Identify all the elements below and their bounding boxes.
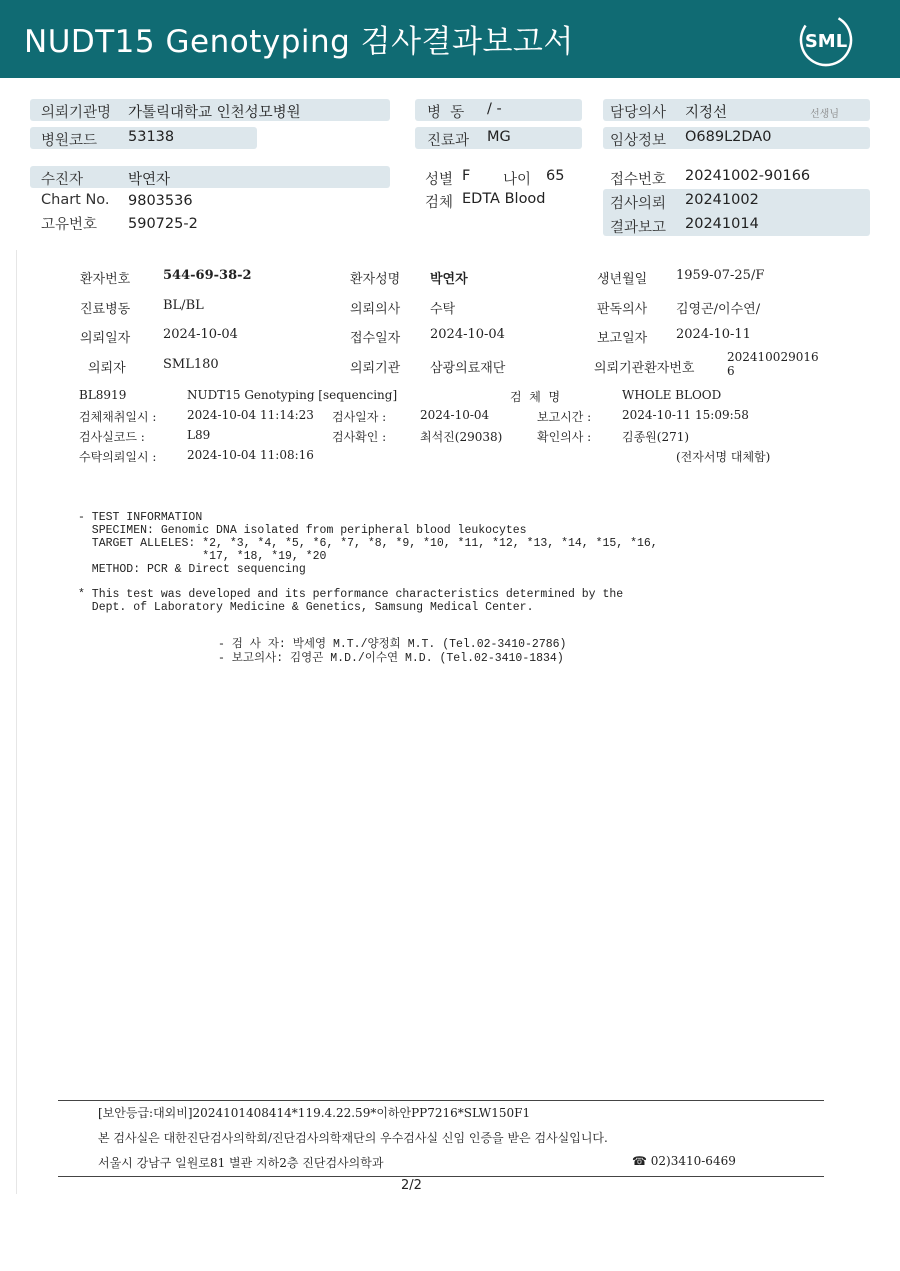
staff-line: - 보고의사: 김영곤 M.D./이수연 M.D. (Tel.02-3410-1834)	[218, 652, 564, 665]
esign-note: (전자서명 대체함)	[676, 450, 771, 464]
clinical-label: 임상정보	[610, 133, 667, 149]
sml-logo-icon	[798, 12, 854, 68]
lab-code-value: L89	[187, 428, 211, 442]
inst-patient-no-label: 의뢰기관환자번호	[594, 361, 695, 376]
note-line: * This test was developed and its performance characteristics determined by the	[78, 588, 624, 601]
doctor-value: 지정선	[685, 105, 728, 121]
test-info-line: - TEST INFORMATION	[78, 511, 203, 524]
req-inst-value: 삼광의료재단	[430, 361, 506, 376]
hospital-code-label: 병원코드	[41, 133, 98, 149]
chart-label: Chart No.	[41, 192, 110, 208]
confirm-doctor-label: 확인의사 :	[537, 430, 592, 444]
test-date-label: 검사일자 :	[332, 410, 387, 424]
consign-label: 수탁의뢰일시 :	[79, 450, 157, 464]
dept-label: 진료과	[427, 133, 470, 149]
sex-value: F	[462, 168, 471, 184]
patient-label: 수진자	[41, 172, 84, 188]
test-info-line: METHOD: PCR & Direct sequencing	[78, 563, 306, 576]
ward-value-2: BL/BL	[163, 298, 204, 313]
report-time-label: 보고시간 :	[537, 410, 592, 424]
patient-name-value: 박연자	[430, 272, 468, 287]
request-label: 검사의뢰	[610, 196, 667, 212]
sex-label: 성별	[425, 172, 454, 188]
dob-label: 생년월일	[597, 272, 648, 287]
receipt-label: 접수번호	[610, 172, 667, 188]
req-doctor-value: 수탁	[430, 302, 456, 317]
hospital-code-value: 53138	[128, 129, 175, 145]
req-date-value: 2024-10-04	[163, 327, 238, 342]
specimen-name-value: WHOLE BLOOD	[622, 388, 722, 402]
clinical-value: O689L2DA0	[685, 129, 772, 145]
patient-no-value: 544-69-38-2	[163, 268, 252, 283]
note-line: Dept. of Laboratory Medicine & Genetics, Samsung Medical Center.	[78, 601, 534, 614]
report-date-label: 보고일자	[597, 331, 648, 346]
lab-code-label: 검사실코드 :	[79, 430, 145, 444]
req-date-label: 의뢰일자	[80, 331, 131, 346]
specimen-label: 검체	[425, 195, 454, 211]
ward-label: 병 동	[427, 105, 465, 121]
report-label: 결과보고	[610, 220, 667, 236]
dept-value: MG	[487, 129, 511, 145]
age-value: 65	[546, 168, 565, 184]
collect-value: 2024-10-04 11:14:23	[187, 408, 314, 422]
confirm-doctor-value: 김종원(271)	[622, 430, 690, 444]
test-info-line: SPECIMEN: Genomic DNA isolated from peripheral blood leukocytes	[78, 524, 527, 537]
phone-line: ☎ 02)3410-6469	[632, 1154, 736, 1168]
report-header	[0, 0, 900, 78]
test-info-line: TARGET ALLELES: *2, *3, *4, *5, *6, *7, *8, *9, *10, *11, *12, *13, *14, *15, *16,	[78, 537, 658, 550]
report-title: NUDT15 Genotyping 검사결과보고서	[24, 24, 574, 60]
report-value: 20241014	[685, 216, 759, 232]
reader-value: 김영곤/이수연/	[676, 302, 761, 317]
page-number: 2/2	[401, 1178, 422, 1193]
address-line: 서울시 강남구 일원로81 별관 지하2층 진단검사의학과	[98, 1156, 384, 1170]
recv-date-label: 접수일자	[350, 331, 401, 346]
report-time-value: 2024-10-11 15:09:58	[622, 408, 749, 422]
footer-top-rule	[58, 1100, 824, 1101]
institution-value: 가톨릭대학교 인천성모병원	[128, 105, 301, 121]
patient-pill	[30, 166, 390, 188]
id-value: 590725-2	[128, 216, 198, 232]
test-confirm-value: 최석진(29038)	[420, 430, 503, 444]
dob-value: 1959-07-25/F	[676, 268, 765, 283]
age-label: 나이	[503, 172, 532, 188]
test-info-line: *17, *18, *19, *20	[78, 550, 327, 563]
doctor-label: 담당의사	[610, 105, 667, 121]
patient-no-label: 환자번호	[80, 272, 131, 287]
request-value: 20241002	[685, 192, 759, 208]
test-date-value: 2024-10-04	[420, 408, 490, 422]
doctor-suffix: 선생님	[810, 109, 839, 120]
chart-value: 9803536	[128, 193, 193, 209]
requester-value: SML180	[163, 357, 219, 372]
logo-text: SML	[804, 31, 848, 52]
report-date-value: 2024-10-11	[676, 327, 751, 342]
patient-value: 박연자	[128, 172, 171, 188]
receipt-value: 20241002-90166	[685, 168, 811, 184]
ward-label-2: 진료병동	[80, 302, 131, 317]
req-inst-label: 의뢰기관	[350, 361, 401, 376]
patient-name-label: 환자성명	[350, 272, 401, 287]
specimen-name-label: 검 체 명	[510, 390, 561, 404]
consign-value: 2024-10-04 11:08:16	[187, 448, 314, 462]
requester-label: 의뢰자	[88, 361, 126, 376]
institution-label: 의뢰기관명	[41, 105, 112, 121]
collect-label: 검체채취일시 :	[79, 410, 157, 424]
test-name: NUDT15 Genotyping [sequencing]	[187, 388, 398, 402]
footer-bottom-rule	[58, 1176, 824, 1177]
req-doctor-label: 의뢰의사	[350, 302, 401, 317]
specimen-value: EDTA Blood	[462, 191, 546, 207]
scan-left-edge	[16, 250, 17, 1194]
test-confirm-label: 검사확인 :	[332, 430, 387, 444]
recv-date-value: 2024-10-04	[430, 327, 505, 342]
inst-patient-no-value-2: 6	[727, 364, 735, 378]
security-line: [보안등급:대외비]2024101408414*119.4.22.59*이하안PP7216*SLW150F1	[98, 1106, 531, 1120]
reader-label: 판독의사	[597, 302, 648, 317]
inst-patient-no-value-1: 202410029016	[727, 350, 819, 364]
certification-line: 본 검사실은 대한진단검사의학회/진단검사의학재단의 우수검사실 신임 인증을 받은 검사실입니다.	[98, 1131, 608, 1145]
test-code: BL8919	[79, 388, 127, 402]
ward-value: / -	[487, 101, 502, 117]
id-label: 고유번호	[41, 217, 98, 233]
staff-line: - 검 사 자: 박세영 M.T./양정희 M.T. (Tel.02-3410-2786)	[218, 638, 567, 651]
